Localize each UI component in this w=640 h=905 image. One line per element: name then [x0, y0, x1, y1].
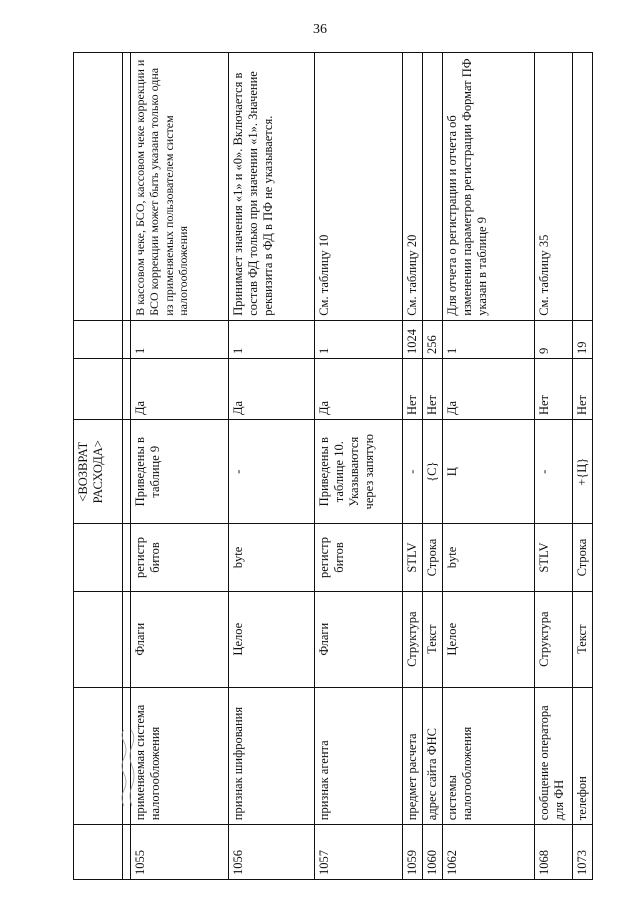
cell-value: -	[403, 420, 423, 524]
cell-code: 1055	[131, 825, 229, 880]
table-row	[403, 53, 423, 880]
cell-name: признак агента	[315, 687, 403, 824]
table-row	[229, 53, 315, 880]
cell-note: См. таблицу 35	[535, 53, 573, 321]
cell-name: сообщение оператора для ФН	[535, 687, 573, 824]
cell-length: 1	[131, 320, 229, 358]
requisites-table	[73, 52, 593, 880]
cell-name: предмет расчета	[403, 687, 423, 824]
cell-value: +{Ц}	[573, 420, 593, 524]
registration-stamp	[118, 728, 139, 808]
cell-type: Структура	[535, 591, 573, 687]
cell-length: 19	[573, 320, 593, 358]
cell-format: STLV	[535, 524, 573, 591]
cell-name: применяемая система налогообложения	[131, 687, 229, 824]
cell-note: В кассовом чеке, БСО, кассовом чеке коррекции и БСО коррекции может быть указана только одна из применяемых пользователем систем налогообложения	[131, 53, 229, 321]
cell-code: 1057	[315, 825, 403, 880]
cell-name: телефон	[573, 687, 593, 824]
cell-value: Приведены в таблице 9	[131, 420, 229, 524]
cell-format: Строка	[423, 524, 443, 591]
cell-type: Целое	[229, 591, 315, 687]
cell-type: Флаги	[131, 591, 229, 687]
cell-value: Приведены в таблице 10. Указываются через запятую	[315, 420, 403, 524]
cell-format: Строка	[573, 524, 593, 591]
cell-length: 9	[535, 320, 573, 358]
cell-value: {С}	[423, 420, 443, 524]
cell-length: 1	[315, 320, 403, 358]
cell-type: Целое	[443, 591, 535, 687]
cell-required: Да	[315, 359, 403, 420]
table-row	[423, 53, 443, 880]
table-row	[535, 53, 573, 880]
cell-type: Структура	[403, 591, 423, 687]
cell-format: STLV	[403, 524, 423, 591]
cell-required: Да	[229, 359, 315, 420]
cell-required: Нет	[573, 359, 593, 420]
table-row	[443, 53, 535, 880]
cell-name: адрес сайта ФНС	[423, 687, 443, 824]
cell-name: системы налогообложения	[443, 687, 535, 824]
table-row	[573, 53, 593, 880]
cell-length: 1	[229, 320, 315, 358]
cell-code: 1059	[403, 825, 423, 880]
cell-format: byte	[443, 524, 535, 591]
cell-name: признак шифрования	[229, 687, 315, 824]
cell-code: 1060	[423, 825, 443, 880]
cell-required: Нет	[535, 359, 573, 420]
cell-code: 1062	[443, 825, 535, 880]
cell-value: <ВОЗВРАТ РАСХОДА>	[74, 420, 123, 524]
cell-type: Текст	[573, 591, 593, 687]
table-row	[131, 53, 229, 880]
table-row-continuation	[74, 53, 123, 880]
cell-required: Нет	[403, 359, 423, 420]
table-row	[315, 53, 403, 880]
cell-note: См. таблицу 20	[403, 53, 423, 321]
cell-note: Принимает значения «1» и «0». Включается в состав ФД только при значении «1». Значение реквизита в ФД в ПФ не указывается.	[229, 53, 315, 321]
cell-length: 1	[443, 320, 535, 358]
cell-length: 1024	[403, 320, 423, 358]
cell-required: Да	[443, 359, 535, 420]
page-number: 36	[313, 22, 327, 37]
cell-type: Флаги	[315, 591, 403, 687]
cell-value: -	[535, 420, 573, 524]
cell-format: регистр битов	[131, 524, 229, 591]
cell-value: Ц	[443, 420, 535, 524]
cell-note	[573, 53, 593, 321]
cell-code: 1073	[573, 825, 593, 880]
cell-code: 1068	[535, 825, 573, 880]
cell-length: 256	[423, 320, 443, 358]
cell-note: Для отчета о регистрации и отчета об изменении параметров регистрации Формат ПФ указан в таблице 9	[443, 53, 535, 321]
cell-required: Нет	[423, 359, 443, 420]
cell-format: byte	[229, 524, 315, 591]
cell-note: См. таблицу 10	[315, 53, 403, 321]
stamp-scribble-icon	[118, 728, 136, 808]
cell-format: регистр битов	[315, 524, 403, 591]
rotated-table-container	[73, 52, 589, 880]
cell-type: Текст	[423, 591, 443, 687]
cell-code: 1056	[229, 825, 315, 880]
cell-required: Да	[131, 359, 229, 420]
cell-note	[423, 53, 443, 321]
cell-value: -	[229, 420, 315, 524]
